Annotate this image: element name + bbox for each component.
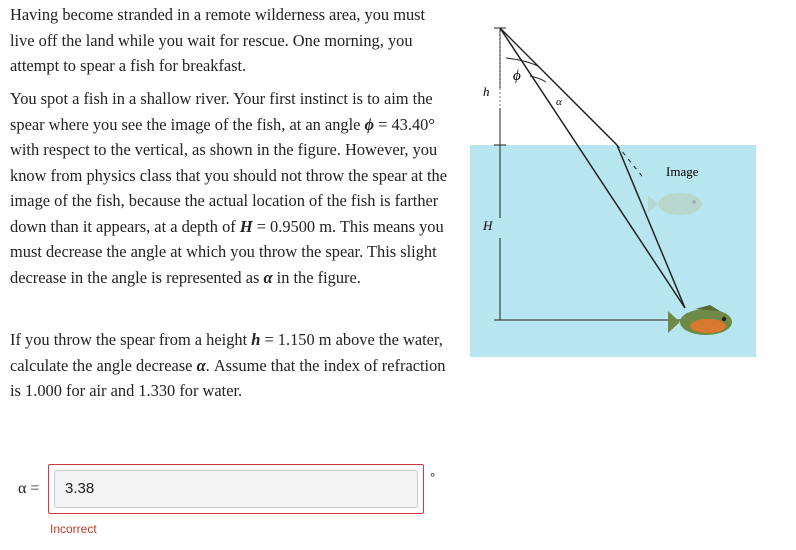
h-symbol: h	[251, 330, 261, 349]
answer-input[interactable]: 3.38	[54, 470, 418, 508]
status-message: Incorrect	[50, 522, 97, 536]
answer-field-container	[48, 464, 424, 514]
answer-label	[18, 480, 39, 498]
setup-text-3: = 0.9500 m. This means you must decrease the angle at which you throw the spear. This slight decrease in the angle is represented as	[10, 216, 444, 287]
setup-text-1: You spot a fish in a shallow river. Your first instinct is to aim the spear where you see the image of the fish, at an angle	[10, 89, 433, 134]
alpha-symbol: α	[263, 267, 273, 287]
setup-text-4: in the figure.	[272, 267, 361, 287]
question-text-2: = 1.150 m above the water, calculate the angle decrease	[10, 330, 443, 375]
setup-paragraph	[10, 86, 450, 290]
question-text-1: If you throw the spear from a height	[10, 330, 252, 349]
sight-line-air	[500, 28, 617, 145]
question-text-3: . Assume that the index of refraction is 1.000 for air and 1.330 for water.	[10, 355, 446, 400]
H-symbol: H	[239, 216, 253, 236]
alpha-arc	[530, 76, 546, 82]
degree-unit: °	[430, 470, 436, 485]
question-paragraph	[10, 327, 450, 404]
alpha-label: α	[556, 96, 562, 108]
setup-text-2: = 43.40° with respect to the vertical, as shown in the figure. However, you know from physics class that you should not throw the spear at the image of the fish, because the actual location of the fish is farther down than it appears, at a depth of	[10, 114, 448, 236]
phi-label: ϕ	[513, 68, 521, 84]
h-label: h	[483, 84, 490, 99]
alpha-symbol-2: α	[196, 355, 206, 375]
image-label: Image	[666, 164, 699, 179]
phi-symbol: ϕ	[364, 114, 375, 134]
intro-paragraph: Having become stranded in a remote wilderness area, you must live off the land while you wait for rescue. One morning, you attempt to spear a fish for breakfast.	[10, 5, 426, 75]
answer-label-text: α =	[18, 480, 40, 497]
H-label: H	[483, 218, 493, 233]
spear-fishing-figure	[470, 18, 760, 363]
